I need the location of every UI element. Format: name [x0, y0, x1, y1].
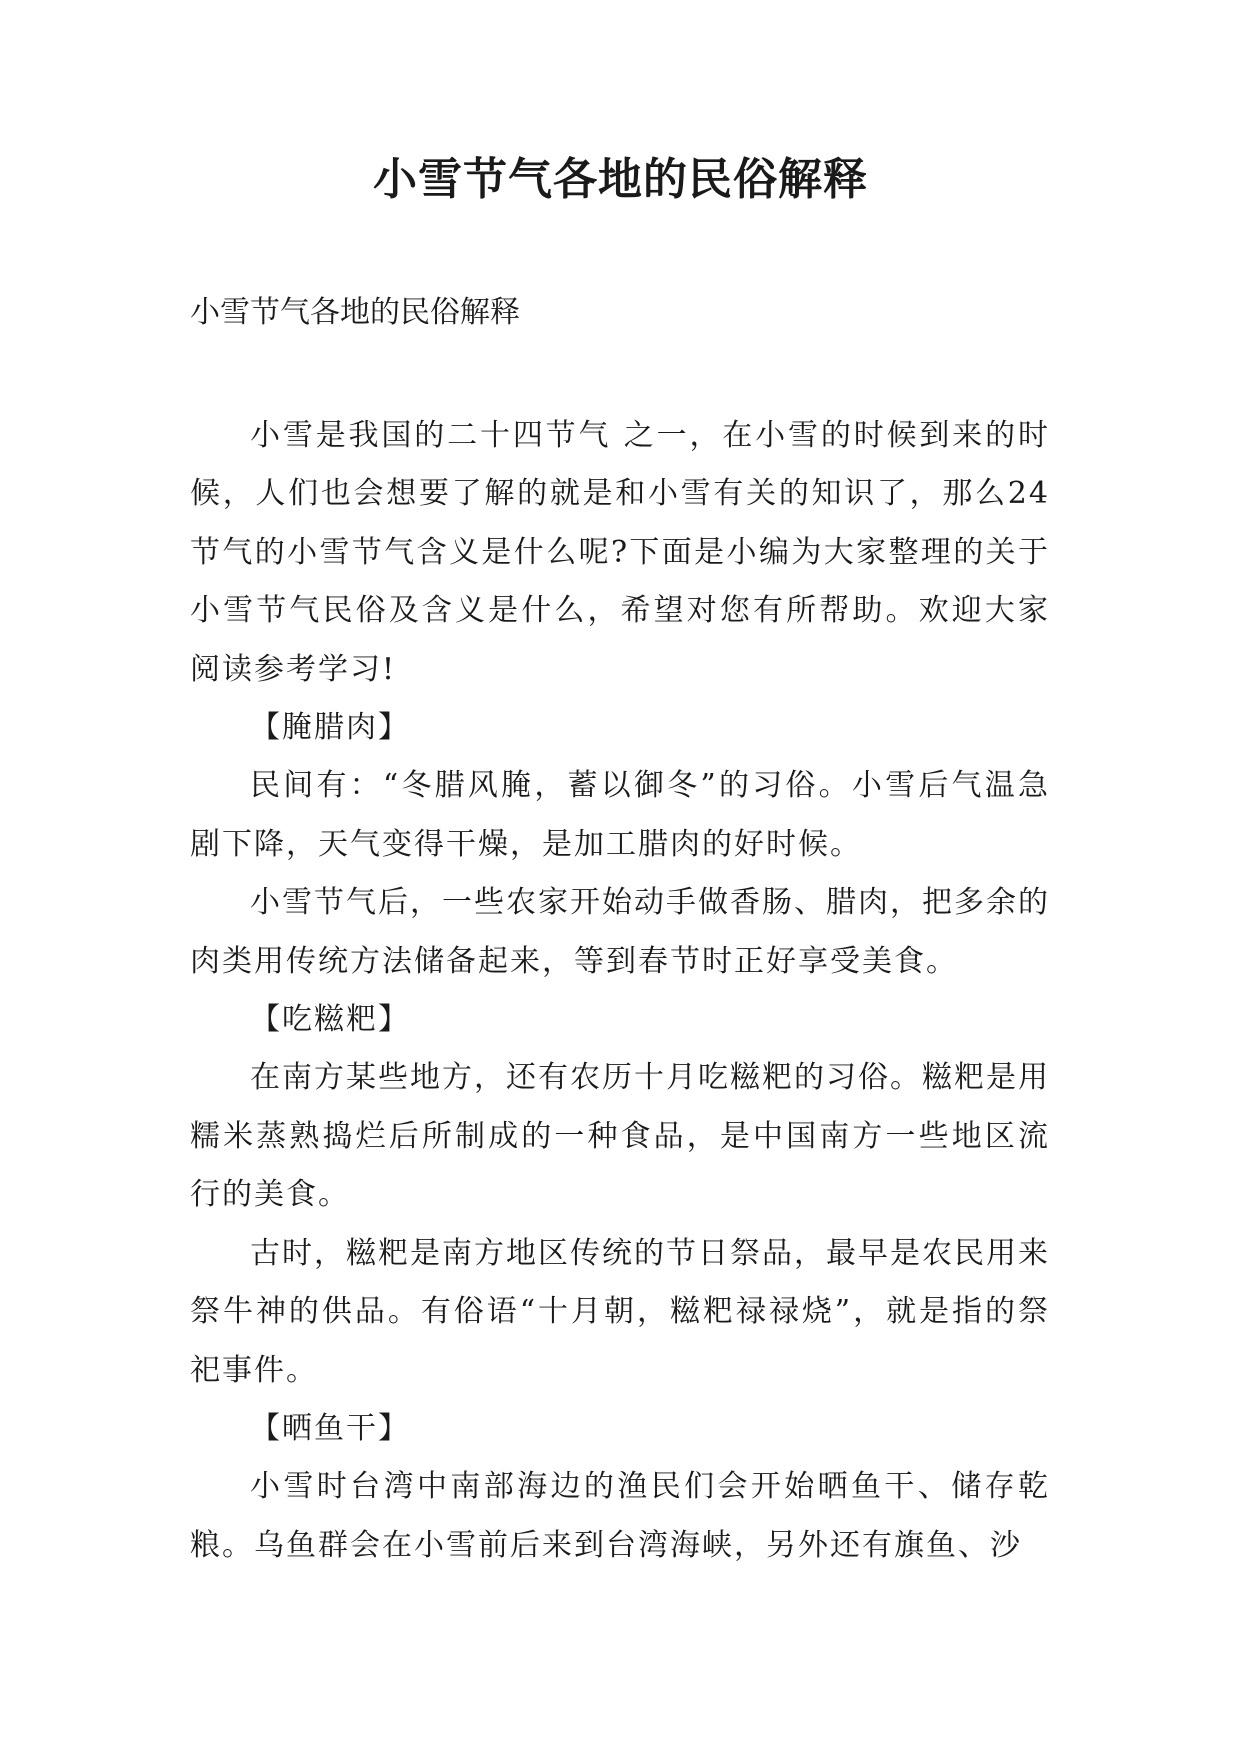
body-paragraph: 在南方某些地方，还有农历十月吃糍粑的习俗。糍粑是用糯米蒸熟捣烂后所制成的一种食品，是中国南方一些地区流行的美食。 — [190, 1060, 1050, 1213]
section-heading-dried-fish: 【晒鱼干】 — [250, 1410, 410, 1446]
body-paragraph: 民间有：“冬腊风腌，蓄以御冬”的习俗。小雪后气温急剧下降，天气变得干燥，是加工腊肉的好时候。 — [190, 768, 1050, 862]
body-paragraph: 小雪时台湾中南部海边的渔民们会开始晒鱼干、储存乾粮。乌鱼群会在小雪前后来到台湾海峡，另外还有旗鱼、沙 — [190, 1469, 1050, 1563]
intro-paragraph: 小雪是我国的二十四节气 之一，在小雪的时候到来的时候，人们也会想要了解的就是和小雪有关的知识了，那么24节气的小雪节气含义是什么呢?下面是小编为大家整理的关于小雪节气民俗及含义是什么，希望对您有所帮助。欢迎大家阅读参考学习! — [190, 418, 1050, 687]
body-paragraph: 小雪节气后，一些农家开始动手做香肠、腊肉，把多余的肉类用传统方法储备起来，等到春节时正好享受美食。 — [190, 885, 1050, 979]
document-body — [190, 407, 1050, 1575]
section-heading-ciba: 【吃糍粑】 — [250, 1002, 410, 1038]
document-subtitle: 小雪节气各地的民俗解释 — [190, 295, 520, 330]
section-heading-cured-meat: 【腌腊肉】 — [250, 710, 410, 746]
document-title: 小雪节气各地的民俗解释 — [373, 154, 868, 205]
body-paragraph: 古时，糍粑是南方地区传统的节日祭品，最早是农民用来祭牛神的供品。有俗语“十月朝，糍粑禄禄烧”，就是指的祭祀事件。 — [190, 1235, 1050, 1388]
